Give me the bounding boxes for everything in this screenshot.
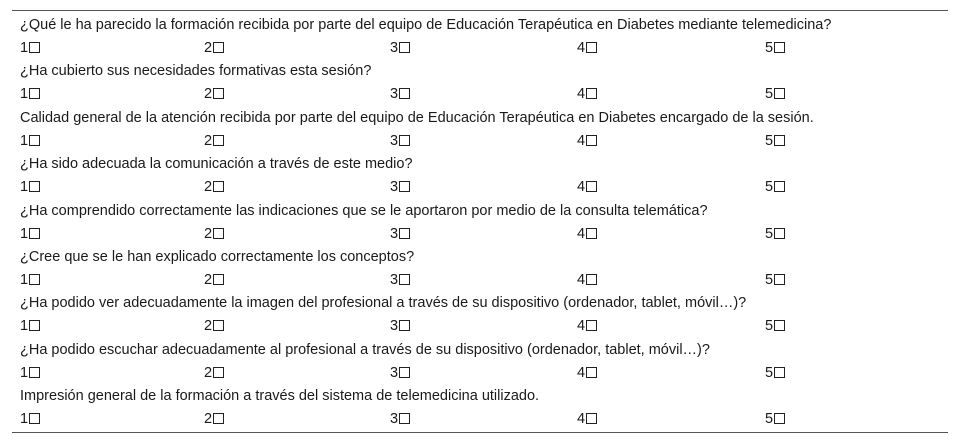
checkbox-icon[interactable]	[774, 413, 785, 424]
checkbox-icon[interactable]	[586, 413, 597, 424]
rating-option-4[interactable]	[577, 223, 597, 246]
rating-number: 5	[765, 318, 774, 335]
question-text: ¿Cree que se le han explicado correctamente los conceptos?	[20, 248, 415, 265]
rating-number: 4	[577, 86, 586, 103]
rating-number: 3	[390, 225, 399, 242]
question-text: ¿Qué le ha parecido la formación recibida por parte del equipo de Educación Terapéutica en Diabetes mediante telemedicina?	[20, 17, 832, 33]
rating-option-3[interactable]	[390, 223, 410, 246]
rating-option-2[interactable]	[204, 130, 224, 153]
rating-number: 2	[204, 132, 213, 149]
rating-number: 5	[765, 132, 774, 149]
rating-option-2[interactable]	[204, 362, 224, 385]
rating-number: 2	[204, 225, 213, 242]
survey-rows	[12, 14, 948, 432]
rating-number: 5	[765, 225, 774, 242]
checkbox-icon[interactable]	[213, 88, 224, 99]
checkbox-icon[interactable]	[213, 320, 224, 331]
rating-option-2[interactable]	[204, 37, 224, 60]
rating-option-5[interactable]	[765, 223, 785, 246]
checkbox-icon[interactable]	[774, 42, 785, 53]
checkbox-icon[interactable]	[774, 181, 785, 192]
rating-scale	[12, 269, 948, 292]
checkbox-icon[interactable]	[213, 42, 224, 53]
checkbox-icon[interactable]	[586, 274, 597, 285]
question-text: ¿Ha sido adecuada la comunicación a través de este medio?	[20, 156, 413, 173]
rating-option-4[interactable]	[577, 176, 597, 199]
rating-number: 1	[20, 271, 29, 288]
checkbox-icon[interactable]	[586, 42, 597, 53]
checkbox-icon[interactable]	[774, 274, 785, 285]
rating-number: 1	[20, 132, 29, 149]
rating-number: 3	[390, 411, 399, 428]
checkbox-icon[interactable]	[29, 135, 40, 146]
rating-option-2[interactable]	[204, 269, 224, 292]
rating-option-1[interactable]	[20, 37, 40, 60]
rating-number: 3	[390, 364, 399, 381]
rating-number: 2	[204, 411, 213, 428]
rating-scale	[12, 83, 948, 106]
rating-option-2[interactable]	[204, 176, 224, 199]
rating-option-2[interactable]	[204, 408, 224, 431]
checkbox-icon[interactable]	[399, 320, 410, 331]
rating-number: 4	[577, 411, 586, 428]
question-text: Impresión general de la formación a través del sistema de telemedicina utilizado.	[20, 388, 540, 405]
rating-number: 4	[577, 271, 586, 288]
rating-option-5[interactable]	[765, 315, 785, 338]
checkbox-icon[interactable]	[774, 320, 785, 331]
rating-option-4[interactable]	[577, 315, 597, 338]
checkbox-icon[interactable]	[399, 42, 410, 53]
rating-number: 1	[20, 364, 29, 381]
rating-option-3[interactable]	[390, 315, 410, 338]
rating-option-1[interactable]	[20, 269, 40, 292]
question-text: ¿Ha podido ver adecuadamente la imagen del profesional a través de su dispositivo (ordenador, tablet, móvil…)?	[20, 295, 747, 312]
rating-option-3[interactable]	[390, 176, 410, 199]
rating-option-1[interactable]	[20, 83, 40, 106]
rating-number: 4	[577, 225, 586, 242]
rating-number: 1	[20, 86, 29, 103]
checkbox-icon[interactable]	[586, 367, 597, 378]
checkbox-icon[interactable]	[586, 135, 597, 146]
checkbox-icon[interactable]	[29, 228, 40, 239]
rating-number: 3	[390, 179, 399, 196]
checkbox-icon[interactable]	[586, 181, 597, 192]
rating-option-5[interactable]	[765, 37, 785, 60]
rating-option-5[interactable]	[765, 408, 785, 431]
checkbox-icon[interactable]	[774, 228, 785, 239]
checkbox-icon[interactable]	[774, 135, 785, 146]
checkbox-icon[interactable]	[213, 135, 224, 146]
checkbox-icon[interactable]	[399, 228, 410, 239]
rating-number: 4	[577, 132, 586, 149]
rating-option-3[interactable]	[390, 269, 410, 292]
rating-option-3[interactable]	[390, 37, 410, 60]
rating-number: 4	[577, 179, 586, 196]
rating-option-3[interactable]	[390, 362, 410, 385]
rating-option-1[interactable]	[20, 362, 40, 385]
checkbox-icon[interactable]	[29, 413, 40, 424]
rating-number: 1	[20, 318, 29, 335]
checkbox-icon[interactable]	[774, 88, 785, 99]
rating-number: 3	[390, 40, 399, 56]
rating-option-4[interactable]	[577, 83, 597, 106]
checkbox-icon[interactable]	[213, 228, 224, 239]
rating-number: 2	[204, 40, 213, 56]
rating-option-3[interactable]	[390, 408, 410, 431]
rating-number: 1	[20, 40, 29, 56]
checkbox-icon[interactable]	[586, 320, 597, 331]
rating-option-1[interactable]	[20, 408, 40, 431]
rating-scale	[12, 362, 948, 385]
checkbox-icon[interactable]	[29, 274, 40, 285]
checkbox-icon[interactable]	[213, 413, 224, 424]
rating-number: 5	[765, 86, 774, 103]
question-text: ¿Ha podido escuchar adecuadamente al profesional a través de su dispositivo (ordenador, tablet, móvil…)?	[20, 341, 710, 358]
checkbox-icon[interactable]	[29, 181, 40, 192]
checkbox-icon[interactable]	[774, 367, 785, 378]
question-text: ¿Ha comprendido correctamente las indicaciones que se le aportaron por medio de la consulta telemática?	[20, 202, 708, 219]
question-text: ¿Ha cubierto sus necesidades formativas esta sesión?	[20, 63, 372, 80]
checkbox-icon[interactable]	[213, 274, 224, 285]
checkbox-icon[interactable]	[29, 88, 40, 99]
rating-number: 2	[204, 86, 213, 103]
rating-number: 3	[390, 318, 399, 335]
checkbox-icon[interactable]	[399, 135, 410, 146]
rating-option-3[interactable]	[390, 130, 410, 153]
checkbox-icon[interactable]	[586, 228, 597, 239]
checkbox-icon[interactable]	[29, 320, 40, 331]
rating-number: 4	[577, 318, 586, 335]
rating-number: 5	[765, 364, 774, 381]
rating-option-4[interactable]	[577, 408, 597, 431]
rating-number: 5	[765, 40, 774, 56]
rating-scale	[12, 315, 948, 338]
rating-number: 2	[204, 271, 213, 288]
rating-number: 4	[577, 364, 586, 381]
rating-option-2[interactable]	[204, 315, 224, 338]
checkbox-icon[interactable]	[586, 88, 597, 99]
rating-option-1[interactable]	[20, 223, 40, 246]
rating-option-5[interactable]	[765, 362, 785, 385]
rating-option-4[interactable]	[577, 130, 597, 153]
rating-option-1[interactable]	[20, 130, 40, 153]
rating-option-4[interactable]	[577, 37, 597, 60]
survey-table	[12, 10, 948, 433]
checkbox-icon[interactable]	[399, 274, 410, 285]
rating-number: 2	[204, 179, 213, 196]
rating-option-5[interactable]	[765, 130, 785, 153]
rating-scale	[12, 223, 948, 246]
checkbox-icon[interactable]	[29, 42, 40, 53]
rating-scale	[12, 176, 948, 199]
rating-number: 1	[20, 225, 29, 242]
rating-option-5[interactable]	[765, 83, 785, 106]
checkbox-icon[interactable]	[399, 181, 410, 192]
checkbox-icon[interactable]	[29, 367, 40, 378]
checkbox-icon[interactable]	[399, 413, 410, 424]
rating-number: 1	[20, 179, 29, 196]
rating-number: 3	[390, 271, 399, 288]
rating-scale	[12, 408, 948, 431]
rating-number: 4	[577, 40, 586, 56]
rating-option-2[interactable]	[204, 223, 224, 246]
checkbox-icon[interactable]	[213, 181, 224, 192]
rating-option-5[interactable]	[765, 269, 785, 292]
rating-option-5[interactable]	[765, 176, 785, 199]
rating-option-1[interactable]	[20, 315, 40, 338]
rating-option-3[interactable]	[390, 83, 410, 106]
question-text: Calidad general de la atención recibida por parte del equipo de Educación Terapéutica en Diabetes encargado de la sesión.	[20, 109, 814, 126]
rating-number: 5	[765, 411, 774, 428]
rating-option-2[interactable]	[204, 83, 224, 106]
rating-option-1[interactable]	[20, 176, 40, 199]
rating-number: 3	[390, 132, 399, 149]
rating-number: 5	[765, 271, 774, 288]
rating-number: 2	[204, 364, 213, 381]
rating-scale	[12, 37, 948, 60]
rating-number: 2	[204, 318, 213, 335]
rating-option-4[interactable]	[577, 269, 597, 292]
rating-number: 3	[390, 86, 399, 103]
rating-number: 5	[765, 179, 774, 196]
rating-scale	[12, 130, 948, 153]
rating-option-4[interactable]	[577, 362, 597, 385]
checkbox-icon[interactable]	[213, 367, 224, 378]
rating-number: 1	[20, 411, 29, 428]
checkbox-icon[interactable]	[399, 367, 410, 378]
checkbox-icon[interactable]	[399, 88, 410, 99]
